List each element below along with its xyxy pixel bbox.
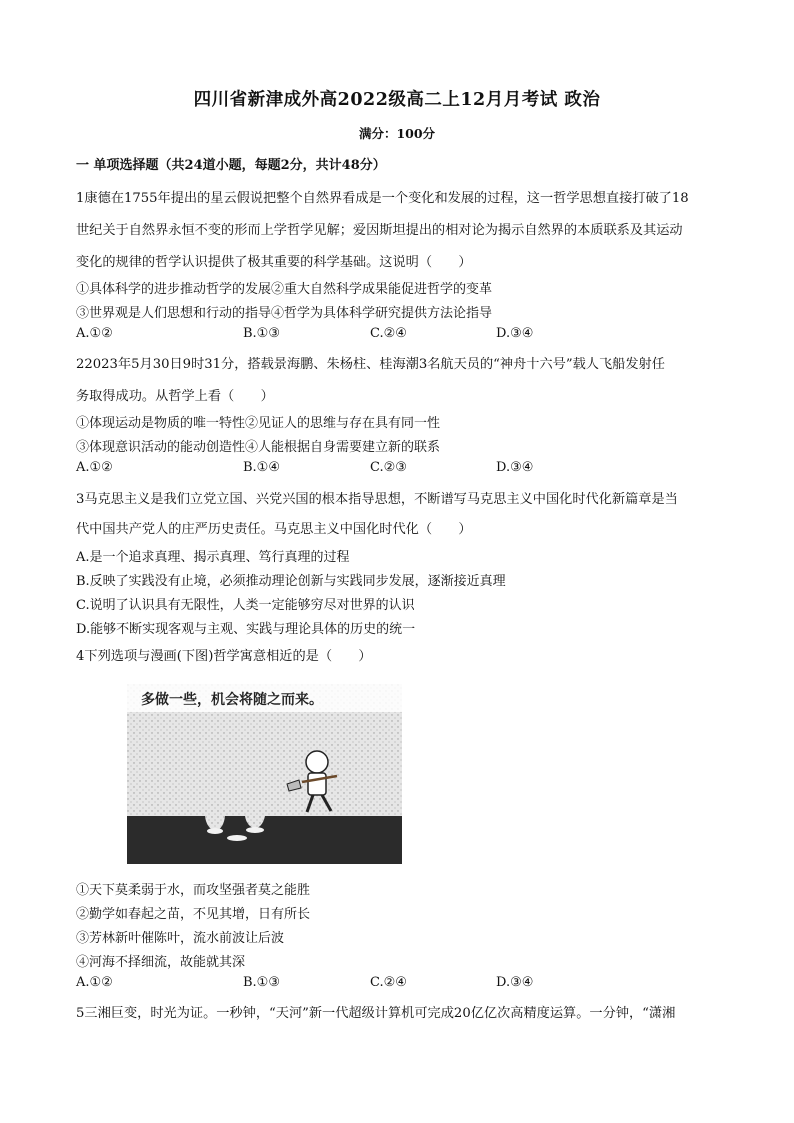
q2-choice-d: D.③④: [496, 460, 534, 475]
q2-stem-line2: 务取得成功。从哲学上看（ ）: [76, 389, 274, 404]
q2-choice-a: A.①②: [76, 460, 113, 475]
q1-stem-line3: 变化的规律的哲学认识提供了极其重要的科学基础。这说明（ ）: [76, 255, 472, 270]
q1-choice-d: D.③④: [496, 326, 534, 341]
q4-stem: 4下列选项与漫画(下图)哲学寓意相近的是（ ）: [76, 649, 372, 664]
q1-item-line1: ①具体科学的进步推动哲学的发展②重大自然科学成果能促进哲学的变革: [76, 282, 493, 297]
cartoon-illustration: [127, 684, 402, 864]
q4-choice-a: A.①②: [76, 975, 113, 990]
q3-option-d: D.能够不断实现客观与主观、实践与理论具体的历史的统一: [76, 622, 416, 637]
q1-stem-line1: 1康德在1755年提出的星云假说把整个自然界看成是一个变化和发展的过程，这一哲学思想直接打破了18: [76, 191, 689, 206]
q3-stem-line2: 代中国共产党人的庄严历史责任。马克思主义中国化时代化（ ）: [76, 522, 472, 537]
q2-choice-b: B.①④: [243, 460, 280, 475]
q2-item-line1: ①体现运动是物质的唯一特性②见证人的思维与存在具有同一性: [76, 416, 441, 431]
q3-stem-line1: 3马克思主义是我们立党立国、兴党兴国的根本指导思想，不断谱写马克思主义中国化时代化新篇章是当: [76, 492, 678, 507]
q1-choice-b: B.①③: [243, 326, 280, 341]
q3-option-a: A.是一个追求真理、揭示真理、笃行真理的过程: [76, 550, 350, 565]
q1-choice-a: A.①②: [76, 326, 113, 341]
q1-choice-c: C.②④: [370, 326, 407, 341]
page-title: 四川省新津成外高2022级高二上12月月考试 政治: [193, 90, 601, 110]
full-score: 满分：100分: [358, 126, 436, 141]
q2-item-line2: ③体现意识活动的能动创造性④人能根据自身需要建立新的联系: [76, 440, 441, 455]
gold-ingot-icon: [246, 827, 264, 833]
gold-ingot-icon: [207, 828, 223, 834]
q4-choice-d: D.③④: [496, 975, 534, 990]
gold-ingot-icon: [227, 835, 247, 841]
q5-stem-line1: 5三湘巨变，时光为证。一秒钟，“天河”新一代超级计算机可完成20亿亿次高精度运算。一分钟，“潇湘: [76, 1006, 676, 1021]
q4-choice-c: C.②④: [370, 975, 407, 990]
q4-choice-b: B.①③: [243, 975, 280, 990]
cartoon-ground: [127, 816, 402, 864]
q1-stem-line2: 世纪关于自然界永恒不变的形而上学哲学见解；爱因斯坦提出的相对论为揭示自然界的本质联系及其运动: [76, 223, 683, 238]
q2-choice-c: C.②③: [370, 460, 407, 475]
section-heading: 一 单项选择题（共24道小题，每题2分，共计48分）: [76, 158, 386, 173]
q1-item-line2: ③世界观是人们思想和行动的指导④哲学为具体科学研究提供方法论指导: [76, 306, 493, 321]
q3-option-b: B.反映了实践没有止境，必须推动理论创新与实践同步发展，逐渐接近真理: [76, 574, 506, 589]
q2-stem-line1: 22023年5月30日9时31分，搭载景海鹏、朱杨柱、桂海潮3名航天员的“神舟十六号”载人飞船发射任: [76, 357, 665, 372]
cartoon-caption: 多做一些，机会将随之而来。: [141, 692, 323, 708]
q3-option-c: C.说明了认识具有无限性，人类一定能够穷尽对世界的认识: [76, 598, 415, 613]
q4-item-line3: ③芳林新叶催陈叶，流水前波让后波: [76, 931, 285, 946]
q4-item-line2: ②勤学如春起之苗，不见其增，日有所长: [76, 907, 311, 922]
q4-item-line1: ①天下莫柔弱于水，而攻坚强者莫之能胜: [76, 883, 311, 898]
q4-item-line4: ④河海不择细流，故能就其深: [76, 955, 246, 970]
